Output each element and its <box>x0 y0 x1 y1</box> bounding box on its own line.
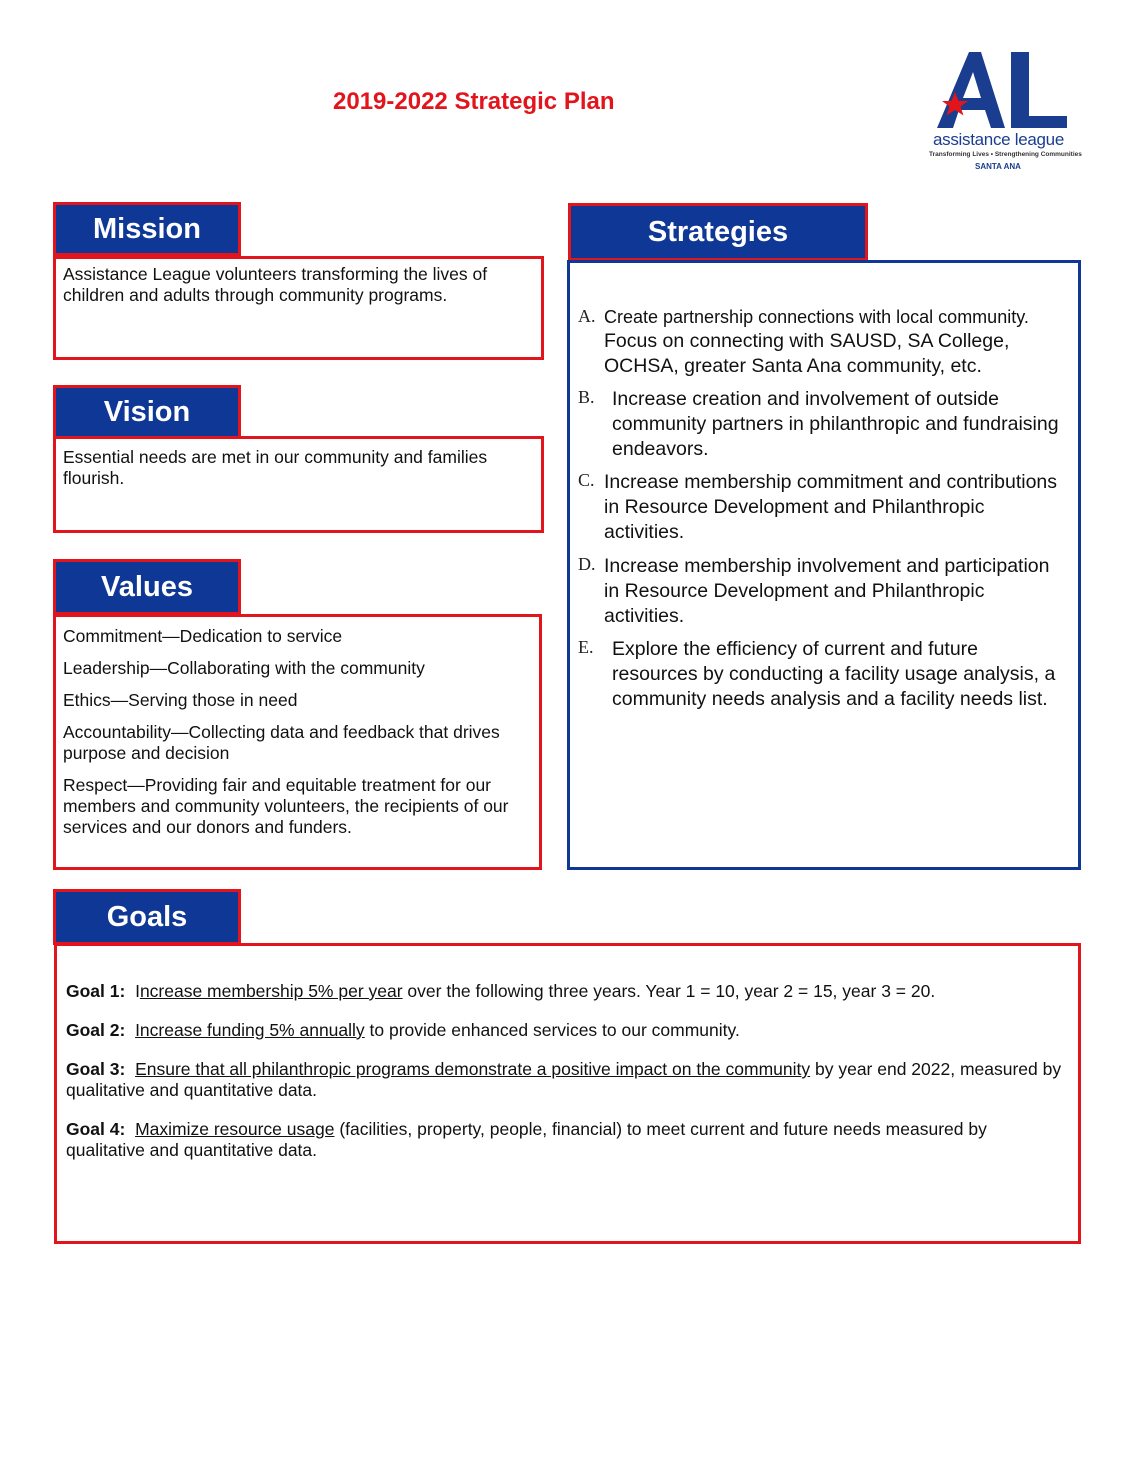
strategy-letter-a: A. <box>578 306 596 326</box>
goal-item-2 <box>66 1020 1068 1041</box>
goal-underlined-4: Maximize resource usage <box>135 1119 335 1139</box>
strategy-letter-c: C. <box>578 470 595 490</box>
strategies-heading-label: Strategies <box>647 215 789 248</box>
strategy-letter-e: E. <box>578 637 594 657</box>
value-item-accountability: Accountability—Collecting data and feedback that drives purpose and decision <box>63 722 500 763</box>
value-item-respect: Respect—Providing fair and equitable treatment for our members and community volunteers, the recipients of our services and our donors and funders. <box>63 775 509 837</box>
vision-text: Essential needs are met in our community and families flourish. <box>63 447 488 488</box>
strategy-text-d: Increase membership involvement and participation in Resource Development and Philanthropic activities. <box>604 555 1050 627</box>
goal-underlined-1: ncrease membership 5% per year <box>139 981 403 1001</box>
logo-tagline: Transforming Lives • Strengthening Communities <box>929 151 1082 158</box>
goal-label-2: Goal 2: <box>66 1020 126 1040</box>
goal-label-4: Goal 4: <box>66 1119 126 1139</box>
goal-rest-3: by year end 2022, measured by qualitative and quantitative data. <box>66 1059 1062 1100</box>
value-item-commitment: Commitment—Dedication to service <box>63 626 343 646</box>
goal-item-1 <box>66 981 1068 1002</box>
goal-rest-1: over the following three years. Year 1 = 10, year 2 = 15, year 3 = 20. <box>402 981 936 1001</box>
goal-underlined-2: Increase funding 5% annually <box>135 1020 365 1040</box>
al-logo-mark <box>925 48 1080 138</box>
strategy-text-e: Explore the efficiency of current and future resources by conducting a facility usage analysis, a community needs analysis and a facility needs list. <box>612 638 1056 710</box>
strategy-text-a-rest: Focus on connecting with SAUSD, SA College, OCHSA, greater Santa Ana community, etc. <box>604 330 1010 377</box>
goal-rest-4: (facilities, property, people, financial) to meet current and future needs measured by qualitative and quantitative data. <box>66 1119 987 1160</box>
goal-item-3 <box>66 1059 1068 1101</box>
mission-heading-label: Mission <box>93 212 201 245</box>
strategy-letter-b: B. <box>578 387 595 407</box>
goal-rest-2: to provide enhanced services to our community. <box>364 1020 740 1040</box>
goals-heading <box>53 889 241 945</box>
strategy-text-c: Increase membership commitment and contributions in Resource Development and Philanthropic activities. <box>604 471 1058 543</box>
goal-label-1: Goal 1: <box>66 981 126 1001</box>
value-item-ethics: Ethics—Serving those in need <box>63 690 298 710</box>
goal-underlined-3: Ensure that all philanthropic programs demonstrate a positive impact on the community <box>135 1059 811 1079</box>
values-heading <box>53 559 241 615</box>
vision-box <box>53 436 544 533</box>
logo-name: assistance league <box>933 130 1064 149</box>
logo-city: SANTA ANA <box>975 162 1021 171</box>
strategy-text-a-first: Create partnership connections with local community. <box>604 307 1029 327</box>
goals-heading-label: Goals <box>106 900 188 933</box>
strategy-letter-d: D. <box>578 554 596 574</box>
strategies-heading <box>568 203 868 261</box>
goal-label-3: Goal 3: <box>66 1059 126 1079</box>
assistance-league-logo <box>925 48 1080 176</box>
mission-box <box>53 256 544 360</box>
values-heading-label: Values <box>101 570 193 603</box>
mission-text: Assistance League volunteers transforming the lives of children and adults through community programs. <box>63 264 488 305</box>
vision-heading <box>53 385 241 439</box>
values-box <box>53 614 542 870</box>
mission-heading <box>53 202 241 256</box>
strategy-text-b: Increase creation and involvement of outside community partners in philanthropic and fundraising endeavors. <box>612 388 1059 460</box>
values-list <box>63 626 539 849</box>
goal-pre-1: I <box>135 981 140 1001</box>
page-title: 2019-2022 Strategic Plan <box>333 88 615 115</box>
value-item-leadership: Leadership—Collaborating with the community <box>63 658 425 678</box>
goal-item-4 <box>66 1119 1068 1161</box>
vision-heading-label: Vision <box>103 395 191 428</box>
strategies-box <box>567 260 1081 870</box>
goals-box <box>54 943 1081 1244</box>
